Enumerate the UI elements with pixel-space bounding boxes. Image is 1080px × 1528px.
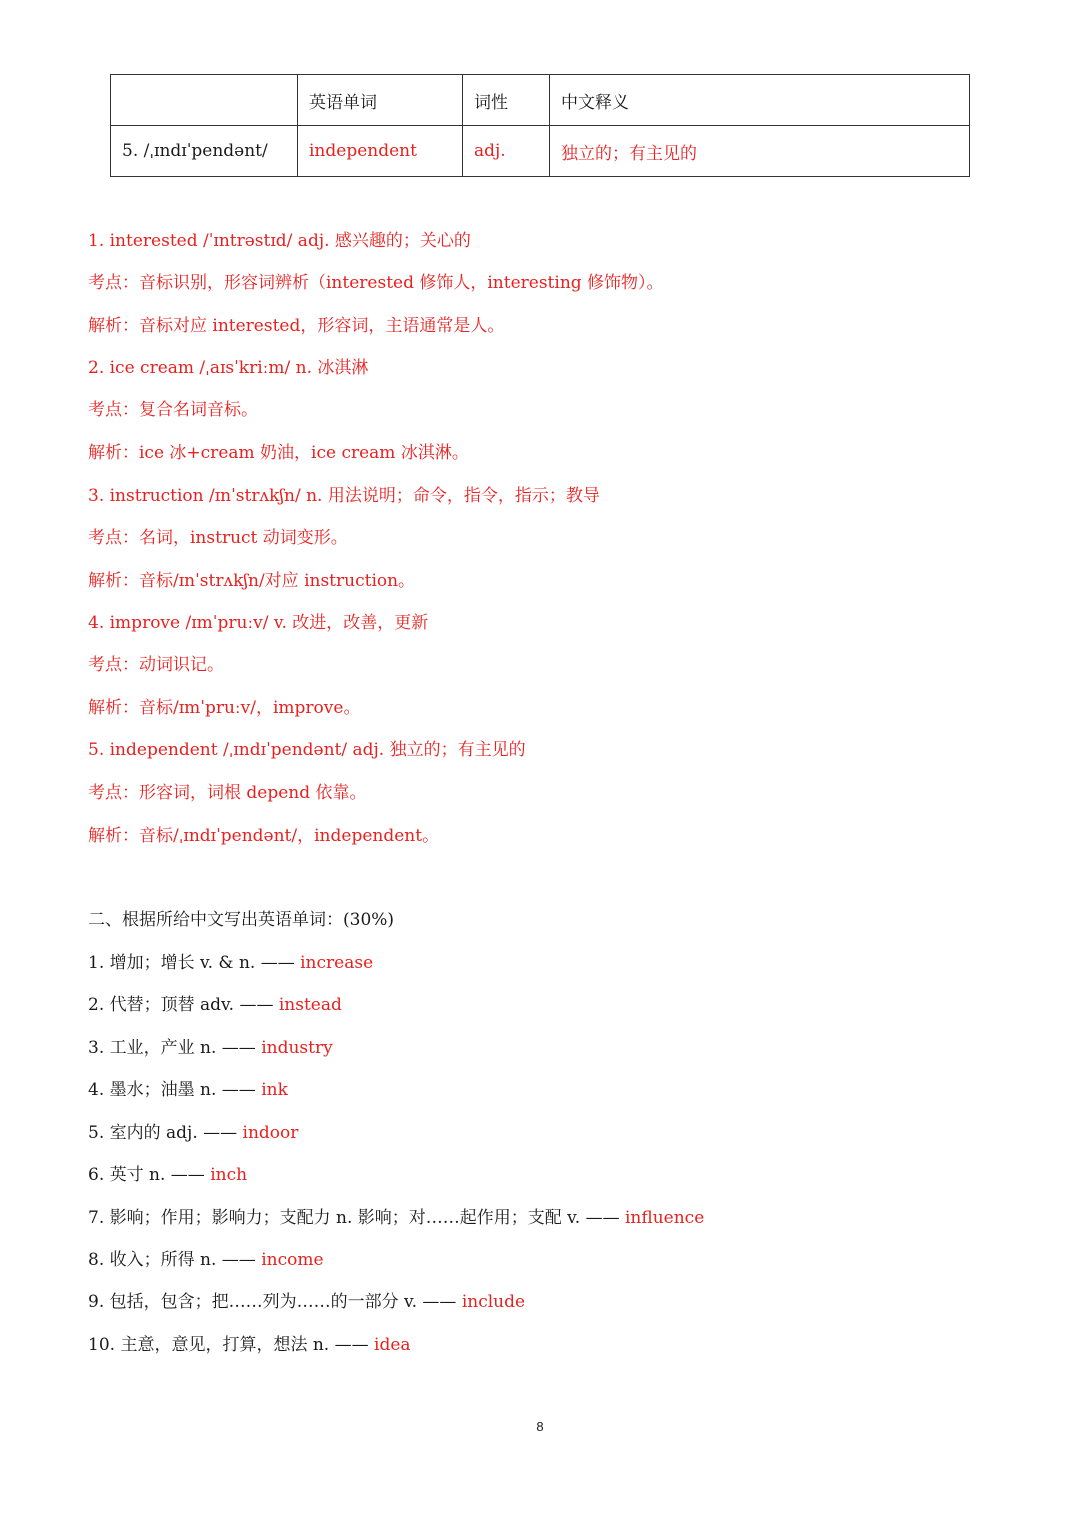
list-item: [88, 1206, 704, 1230]
question-text: 8. 收入；所得 n. ——: [88, 1250, 256, 1270]
answer-text: ink: [261, 1080, 288, 1100]
entry-1-head: 1. interested /ˈɪntrəstɪd/ adj. 感兴趣的；关心的: [88, 231, 471, 251]
cell-phonetic: 5. /ˌɪndɪˈpendənt/: [111, 126, 298, 177]
entry-5-head: 5. independent /ˌɪndɪˈpendənt/ adj. 独立的；有主见的: [88, 740, 526, 760]
list-item: [88, 1163, 247, 1187]
entry-5-kaodian: 考点：形容词，词根 depend 依靠。: [88, 783, 367, 803]
answer-text: income: [261, 1250, 324, 1270]
question-text: 1. 增加；增长 v. & n. ——: [88, 953, 295, 973]
answer-text: industry: [261, 1038, 333, 1058]
answer-text: instead: [278, 995, 342, 1015]
question-text: 9. 包括，包含；把……列为……的一部分 v. ——: [88, 1292, 457, 1312]
entry-1-kaodian: 考点：音标识别，形容词辨析（interested 修饰人，interesting 修饰物）。: [88, 273, 664, 293]
list-item: [88, 1036, 333, 1060]
vocab-table: [110, 74, 970, 177]
entry-4-kaodian: 考点：动词识记。: [88, 655, 224, 675]
answer-text: idea: [374, 1335, 411, 1355]
page-number: 8: [536, 1419, 544, 1434]
entry-4-jiexi: 解析：音标/ɪmˈpruːv/，improve。: [88, 698, 361, 718]
answer-text: increase: [300, 953, 374, 973]
list-item: [88, 1290, 525, 1314]
list-item: [88, 1333, 411, 1357]
entry-5-jiexi: 解析：音标/ˌɪndɪˈpendənt/，independent。: [88, 826, 440, 846]
entry-4-head: 4. improve /ɪmˈpruːv/ v. 改进，改善，更新: [88, 613, 429, 633]
question-text: 3. 工业，产业 n. ——: [88, 1038, 256, 1058]
cell-meaning: 独立的；有主见的: [550, 126, 970, 177]
cell-pos: adj.: [463, 126, 550, 177]
question-text: 10. 主意，意见，打算，想法 n. ——: [88, 1335, 369, 1355]
list-item: [88, 951, 373, 975]
question-text: 2. 代替；顶替 adv. ——: [88, 995, 274, 1015]
question-text: 4. 墨水；油墨 n. ——: [88, 1080, 256, 1100]
answer-text: inch: [210, 1165, 248, 1185]
header-cell-word: 英语单词: [298, 75, 463, 126]
entry-3-jiexi: 解析：音标/ɪnˈstrʌkʃn/对应 instruction。: [88, 571, 416, 591]
question-text: 5. 室内的 adj. ——: [88, 1123, 238, 1143]
list-item: [88, 1248, 324, 1272]
answer-text: influence: [625, 1208, 705, 1228]
section-2-title: 二、根据所给中文写出英语单词：(30%): [88, 910, 395, 930]
entry-2-kaodian: 考点：复合名词音标。: [88, 400, 258, 420]
list-item: [88, 1121, 298, 1145]
list-item: [88, 1078, 288, 1102]
table-row: [111, 126, 970, 177]
answer-text: indoor: [242, 1123, 299, 1143]
entry-1-jiexi: 解析：音标对应 interested，形容词，主语通常是人。: [88, 316, 505, 336]
entry-2-jiexi: 解析：ice 冰+cream 奶油，ice cream 冰淇淋。: [88, 443, 469, 463]
question-text: 6. 英寸 n. ——: [88, 1165, 205, 1185]
cell-word: independent: [298, 126, 463, 177]
header-cell-meaning: 中文释义: [550, 75, 970, 126]
list-item: [88, 993, 342, 1017]
header-cell-blank: [111, 75, 298, 126]
table-header-row: [111, 75, 970, 126]
entry-3-head: 3. instruction /ɪnˈstrʌkʃn/ n. 用法说明；命令，指令，指示；教导: [88, 486, 600, 506]
header-cell-pos: 词性: [463, 75, 550, 126]
answer-text: include: [461, 1292, 526, 1312]
entry-2-head: 2. ice cream /ˌaɪsˈkriːm/ n. 冰淇淋: [88, 358, 369, 378]
entry-3-kaodian: 考点：名词，instruct 动词变形。: [88, 528, 348, 548]
question-text: 7. 影响；作用；影响力；支配力 n. 影响；对……起作用；支配 v. ——: [88, 1208, 620, 1228]
